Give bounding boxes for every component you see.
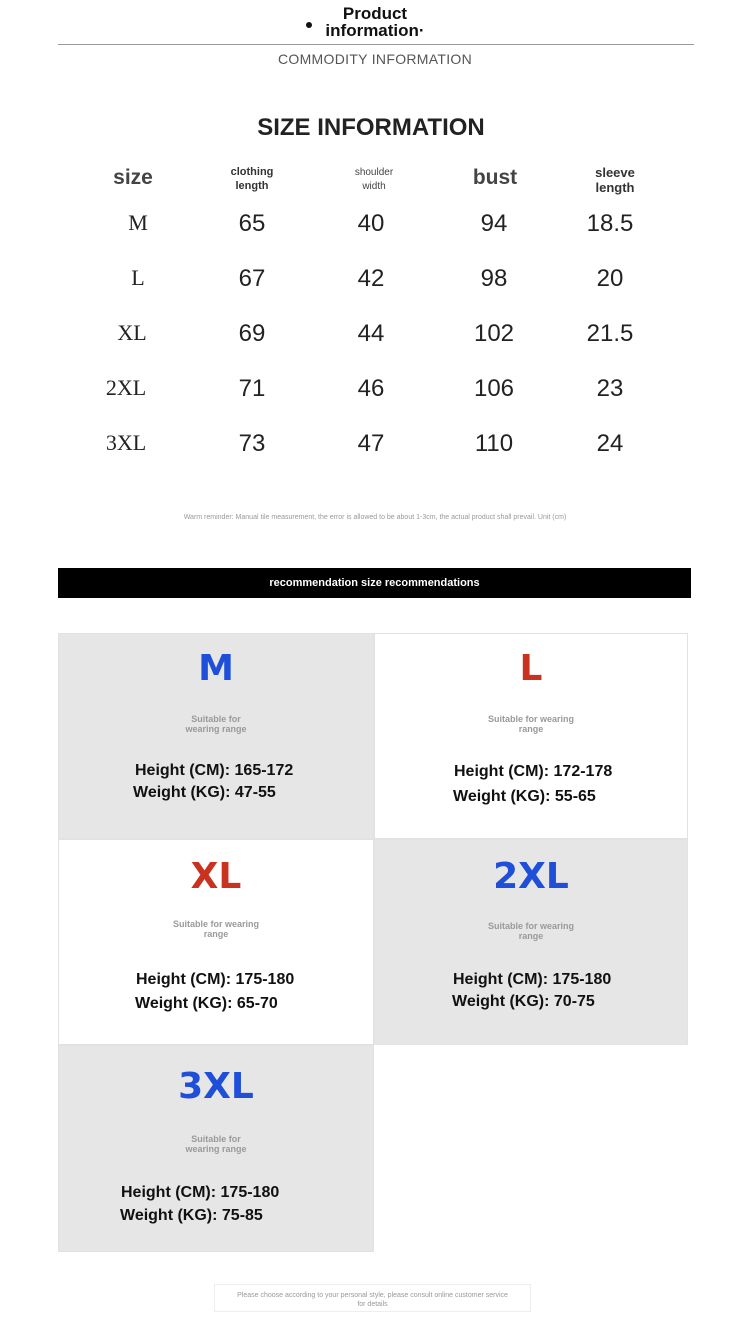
size-card-2xl <box>374 839 688 1045</box>
card-3xl-suitable-line2: wearing range <box>185 1144 247 1154</box>
card-xl-size: XL <box>190 856 242 897</box>
card-3xl-weight: Weight (KG): 75-85 <box>120 1207 263 1224</box>
row-m-size: M <box>128 210 148 235</box>
header-clothing-length-line1: clothing <box>230 166 274 178</box>
size-card-l <box>374 633 688 839</box>
customer-service-note <box>214 1284 531 1312</box>
row-m-clothing-length: 65 <box>238 210 266 237</box>
header-size: size <box>113 166 153 189</box>
size-card-3xl <box>58 1045 374 1252</box>
customer-service-note-line1: Please choose according to your personal style, please consult online customer service <box>237 1292 508 1299</box>
row-2xl-clothing-length: 71 <box>238 375 266 402</box>
header-clothing-length <box>212 165 292 193</box>
row-m-bust: 94 <box>480 210 508 237</box>
row-3xl-clothing-length: 73 <box>238 430 266 457</box>
title-line-1: Product <box>342 4 408 23</box>
card-3xl-suitable-line1: Suitable for <box>191 1134 241 1144</box>
size-card-m <box>58 633 374 839</box>
row-3xl-sleeve-length: 24 <box>596 430 624 457</box>
card-m-suitable <box>59 714 373 734</box>
card-xl-weight: Weight (KG): 65-70 <box>135 995 278 1012</box>
card-l-suitable-line1: Suitable for wearing <box>487 714 574 724</box>
row-3xl-bust: 110 <box>474 430 514 457</box>
commodity-information-subtitle: COMMODITY INFORMATION <box>278 51 472 67</box>
row-l-sleeve-length: 20 <box>596 265 624 292</box>
warm-reminder: Warm reminder: Manual tile measurement, the error is allowed to be about 1-3cm, the actual product shall prevail. Unit (cm) <box>183 514 567 521</box>
card-l-height: Height (CM): 172-178 <box>454 763 613 780</box>
header-sleeve-length-line2: length <box>595 180 635 195</box>
row-3xl-shoulder-width: 47 <box>357 430 385 457</box>
card-2xl-size: 2XL <box>493 856 569 897</box>
card-2xl-suitable-line2: range <box>518 931 544 941</box>
card-m-height: Height (CM): 165-172 <box>135 762 294 779</box>
card-m-suitable-line2: wearing range <box>185 724 247 734</box>
header-shoulder-width <box>334 166 414 194</box>
row-2xl-size: 2XL <box>105 375 147 400</box>
size-information-title: SIZE INFORMATION <box>257 114 485 141</box>
title-line-2: information· <box>325 21 425 40</box>
card-l-suitable <box>375 714 687 734</box>
card-l-size: L <box>519 648 543 689</box>
recommendation-bar <box>58 568 691 598</box>
row-2xl-shoulder-width: 46 <box>357 375 385 402</box>
row-xl-size: XL <box>117 320 147 345</box>
card-l-suitable-line2: range <box>518 724 544 734</box>
card-xl-height: Height (CM): 175-180 <box>136 971 295 988</box>
header-divider <box>58 44 694 45</box>
size-card-xl <box>58 839 374 1045</box>
row-xl-bust: 102 <box>473 320 515 347</box>
header-shoulder-width-line2: width <box>362 181 386 192</box>
row-m-shoulder-width: 40 <box>357 210 385 237</box>
row-l-clothing-length: 67 <box>238 265 266 292</box>
card-2xl-suitable <box>375 921 687 941</box>
header-sleeve-length-line1: sleeve <box>595 165 635 180</box>
header-bust: bust <box>472 166 518 189</box>
customer-service-note-line2: for details <box>357 1301 388 1308</box>
row-2xl-sleeve-length: 23 <box>596 375 624 402</box>
row-l-size: L <box>131 265 145 290</box>
row-xl-shoulder-width: 44 <box>357 320 385 347</box>
recommendation-bar-label: recommendation size recommendations <box>269 577 480 589</box>
bullet-dot-icon <box>306 22 312 28</box>
row-l-bust: 98 <box>480 265 508 292</box>
card-m-weight: Weight (KG): 47-55 <box>133 784 276 801</box>
card-xl-suitable-line1: Suitable for wearing <box>172 919 259 929</box>
row-2xl-bust: 106 <box>473 375 515 402</box>
row-3xl-size: 3XL <box>105 430 147 455</box>
card-xl-suitable <box>59 919 373 939</box>
row-xl-sleeve-length: 21.5 <box>586 320 634 347</box>
card-2xl-weight: Weight (KG): 70-75 <box>452 993 595 1010</box>
header-shoulder-width-line1: shoulder <box>354 167 394 178</box>
card-m-size: M <box>198 648 234 689</box>
card-2xl-suitable-line1: Suitable for wearing <box>487 921 574 931</box>
row-m-sleeve-length: 18.5 <box>586 210 634 237</box>
card-xl-suitable-line2: range <box>203 929 229 939</box>
row-xl-clothing-length: 69 <box>238 320 266 347</box>
card-3xl-suitable <box>59 1134 373 1154</box>
card-2xl-height: Height (CM): 175-180 <box>453 971 612 988</box>
card-m-suitable-line1: Suitable for <box>191 714 241 724</box>
header-clothing-length-line2: length <box>235 180 269 192</box>
row-l-shoulder-width: 42 <box>357 265 385 292</box>
card-3xl-height: Height (CM): 175-180 <box>121 1184 280 1201</box>
header-sleeve-length <box>575 165 655 195</box>
card-l-weight: Weight (KG): 55-65 <box>453 788 596 805</box>
product-information-title <box>0 5 750 39</box>
card-3xl-size: 3XL <box>178 1066 254 1107</box>
